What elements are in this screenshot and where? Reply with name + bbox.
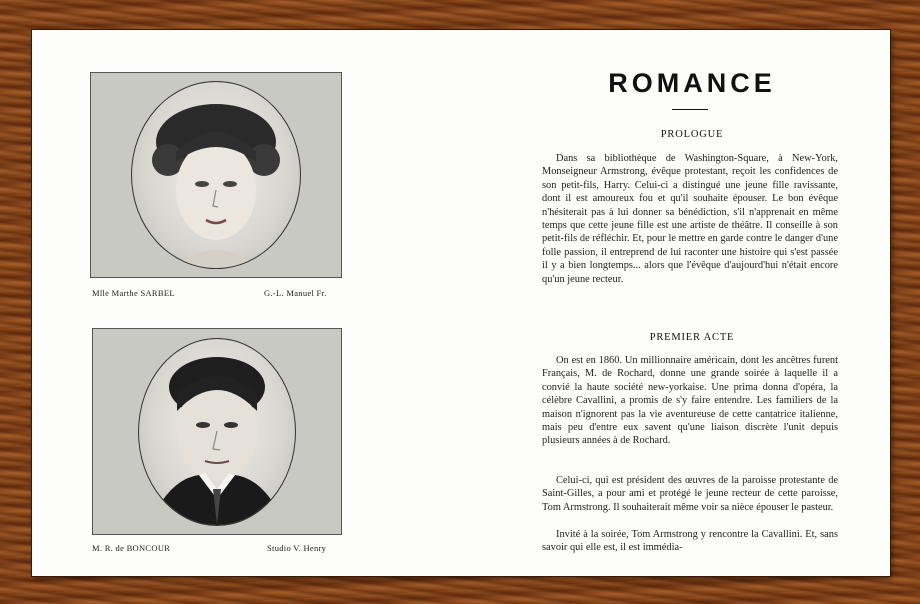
- caption-name-1: Mlle Marthe SARBEL: [92, 288, 175, 298]
- acte-paragraph-3: Invité à la soirée, Tom Armstrong y rencontre la Cavallini. Et, sans savoir qui elle est, il est immédia-: [542, 529, 838, 554]
- caption-credit-2: Studio V. Henry: [267, 543, 327, 553]
- caption-name-2: M. R. de BONCOUR: [92, 543, 171, 553]
- booklet-page: [32, 30, 890, 576]
- prologue-heading: PROLOGUE: [660, 129, 724, 140]
- page-title: ROMANCE: [608, 68, 776, 98]
- title-divider: [672, 109, 708, 110]
- premier-acte-heading: PREMIER ACTE: [649, 332, 735, 343]
- oval-portrait-man: [138, 338, 296, 526]
- woman-portrait-image: [132, 82, 300, 268]
- oval-portrait-woman: [131, 81, 301, 269]
- portrait-photo-sarbel: [90, 72, 342, 278]
- acte-paragraph-2: Celui-ci, qui est président des œuvres de la paroisse protestante de Saint-Gilles, a pour ami et protégé le jeune recteur de cette paroisse, Tom Armstrong. Il souhaiterait même voir sa nièce épouser le pasteur.: [542, 475, 838, 513]
- man-portrait-image: [139, 339, 295, 525]
- portrait-photo-boncour: [92, 328, 342, 535]
- acte-paragraph-1: On est en 1860. Un millionnaire américain, dont les ancêtres furent Français, M. de Rochard, donne une grande soirée à laquelle il a convié la haute société new-yorkaise. Une prima donna d'opéra, la célèbre Cavallini, a promis de s'y faire entendre. Les familiers de la maison n'ignorent pas la vie aventureuse de cette cantatrice italienne, mais peu d'entre eux savent qu'une liaison discrète l'unit depuis plusieurs années à de Rochard.: [542, 355, 838, 447]
- prologue-paragraph: Dans sa bibliothèque de Washington-Square, à New-York, Monseigneur Armstrong, évêque protestant, reçoit les confidences de son petit-fils, Harry. Celui-ci a distingué une jeune fille ravissante, dont il est amoureux fou et qu'il souhaite épouser. Le bon évêque n'hésiterait pas à lui donner sa bénédiction, s'il n'apprenait en même temps que cette jeune fille est une artiste de théâtre. Il conseille à son petit-fils de réfléchir. Et, pour le mettre en garde contre le danger d'une folle passion, il entreprend de lui raconter une histoire qui s'est passée il y a bien longtemps... alors que l'évêque d'aujourd'hui n'était encore qu'un jeune recteur.: [542, 153, 838, 285]
- caption-credit-1: G.-L. Manuel Fr.: [264, 288, 327, 298]
